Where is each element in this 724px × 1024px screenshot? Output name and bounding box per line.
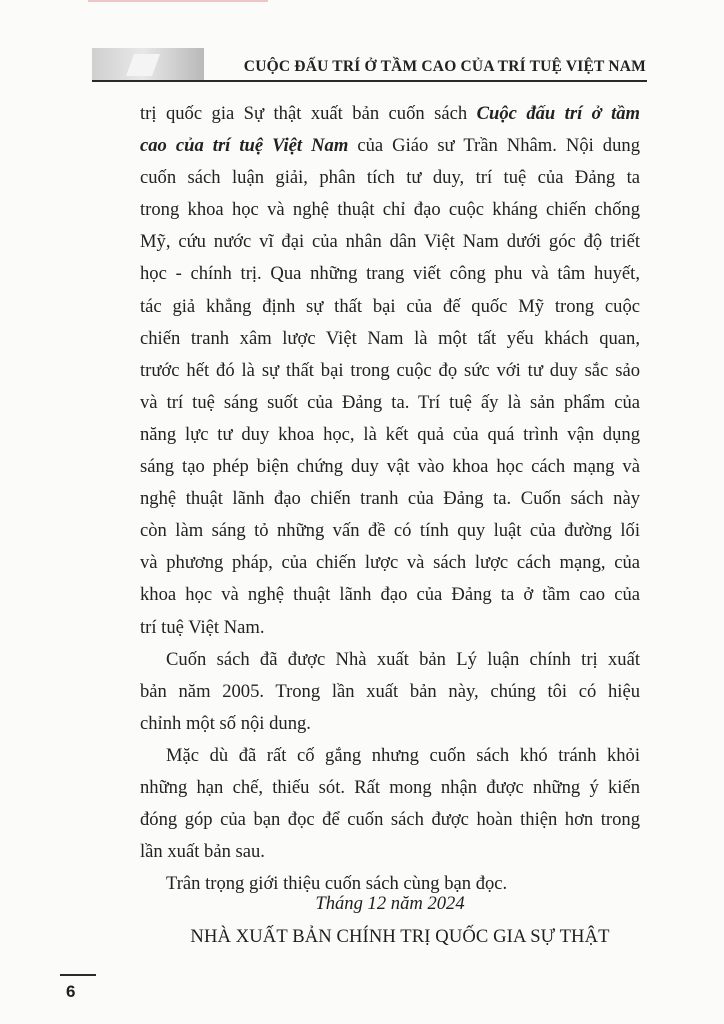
text-line: và trí tuệ sáng suốt của Đảng ta. Trí tuệ ấy là sản phẩm của bbox=[140, 391, 640, 413]
text-line: sáng tạo phép biện chứng duy vật vào khoa học cách mạng và bbox=[140, 456, 640, 478]
text-line: những hạn chế, thiếu sót. Rất mong nhận được những ý kiến bbox=[140, 776, 640, 798]
text-line: cuốn sách luận giải, phân tích tư duy, trí tuệ của Đảng ta bbox=[140, 167, 640, 189]
running-header-title: CUỘC ĐẤU TRÍ Ở TẦM CAO CỦA TRÍ TUỆ VIỆT NAM bbox=[243, 58, 646, 75]
text-line: chỉnh một số nội dung. bbox=[140, 712, 311, 734]
text-line: năng lực tư duy khoa học, là kết quả của quá trình vận dụng bbox=[140, 423, 640, 445]
text-line: Cuốn sách đã được Nhà xuất bản Lý luận chính trị xuất bbox=[166, 648, 640, 670]
text-line: Mỹ, cứu nước vĩ đại của nhân dân Việt Nam dưới góc độ triết bbox=[140, 231, 640, 253]
book-title-italic: Cuộc đấu trí ở tầm bbox=[476, 103, 641, 124]
publisher-name: NHÀ XUẤT BẢN CHÍNH TRỊ QUỐC GIA SỰ THẬT bbox=[190, 926, 610, 947]
text-line: trong khoa học và nghệ thuật chỉ đạo cuộc kháng chiến chống bbox=[140, 199, 640, 221]
page-number: 6 bbox=[66, 982, 76, 1001]
text-line: đóng góp của bạn đọc để cuốn sách được hoàn thiện hơn trong bbox=[140, 809, 640, 831]
text-line: lần xuất bản sau. bbox=[140, 841, 265, 863]
text-line: và phương pháp, của chiến lược và sách lược cách mạng, của bbox=[140, 552, 640, 574]
text-line: tác giả khẳng định sự thất bại của đế quốc Mỹ trong cuộc bbox=[140, 295, 640, 317]
text-line: nghệ thuật lãnh đạo chiến tranh của Đảng ta. Cuốn sách này bbox=[140, 488, 640, 510]
book-title-italic: cao của trí tuệ Việt Nam bbox=[140, 135, 349, 157]
text-line: bản năm 2005. Trong lần xuất bản này, chúng tôi có hiệu bbox=[140, 680, 640, 702]
text-line: chiến tranh xâm lược Việt Nam là một tất yếu khách quan, bbox=[140, 327, 640, 349]
header-rule bbox=[92, 80, 647, 82]
text-line: Mặc dù đã rất cố gắng nhưng cuốn sách khó tránh khỏi bbox=[166, 744, 640, 766]
text-line: trị quốc gia Sự thật xuất bản cuốn sách Cuộc đấu trí ở tầm bbox=[140, 103, 641, 124]
body-text bbox=[140, 98, 640, 900]
scan-edge-mark bbox=[88, 0, 268, 2]
closing-date: Tháng 12 năm 2024 bbox=[315, 893, 465, 914]
text-line: trí tuệ Việt Nam. bbox=[140, 616, 265, 638]
text-line: học - chính trị. Qua những trang viết công phu và tâm huyết, bbox=[140, 263, 640, 285]
text-line: Trân trọng giới thiệu cuốn sách cùng bạn đọc. bbox=[166, 873, 508, 895]
footer-rule bbox=[60, 974, 96, 976]
text-line: khoa học và nghệ thuật lãnh đạo của Đảng ta ở tầm cao của bbox=[140, 584, 640, 606]
text-line: còn làm sáng tỏ những vấn đề có tính quy luật của đường lối bbox=[140, 520, 640, 542]
header-decoration bbox=[92, 48, 204, 82]
text-line: trước hết đó là sự thất bại trong cuộc đọ sức với tư duy sắc sảo bbox=[140, 359, 640, 381]
text-line: cao của trí tuệ Việt Nam của Giáo sư Trần Nhâm. Nội dung bbox=[140, 135, 640, 157]
